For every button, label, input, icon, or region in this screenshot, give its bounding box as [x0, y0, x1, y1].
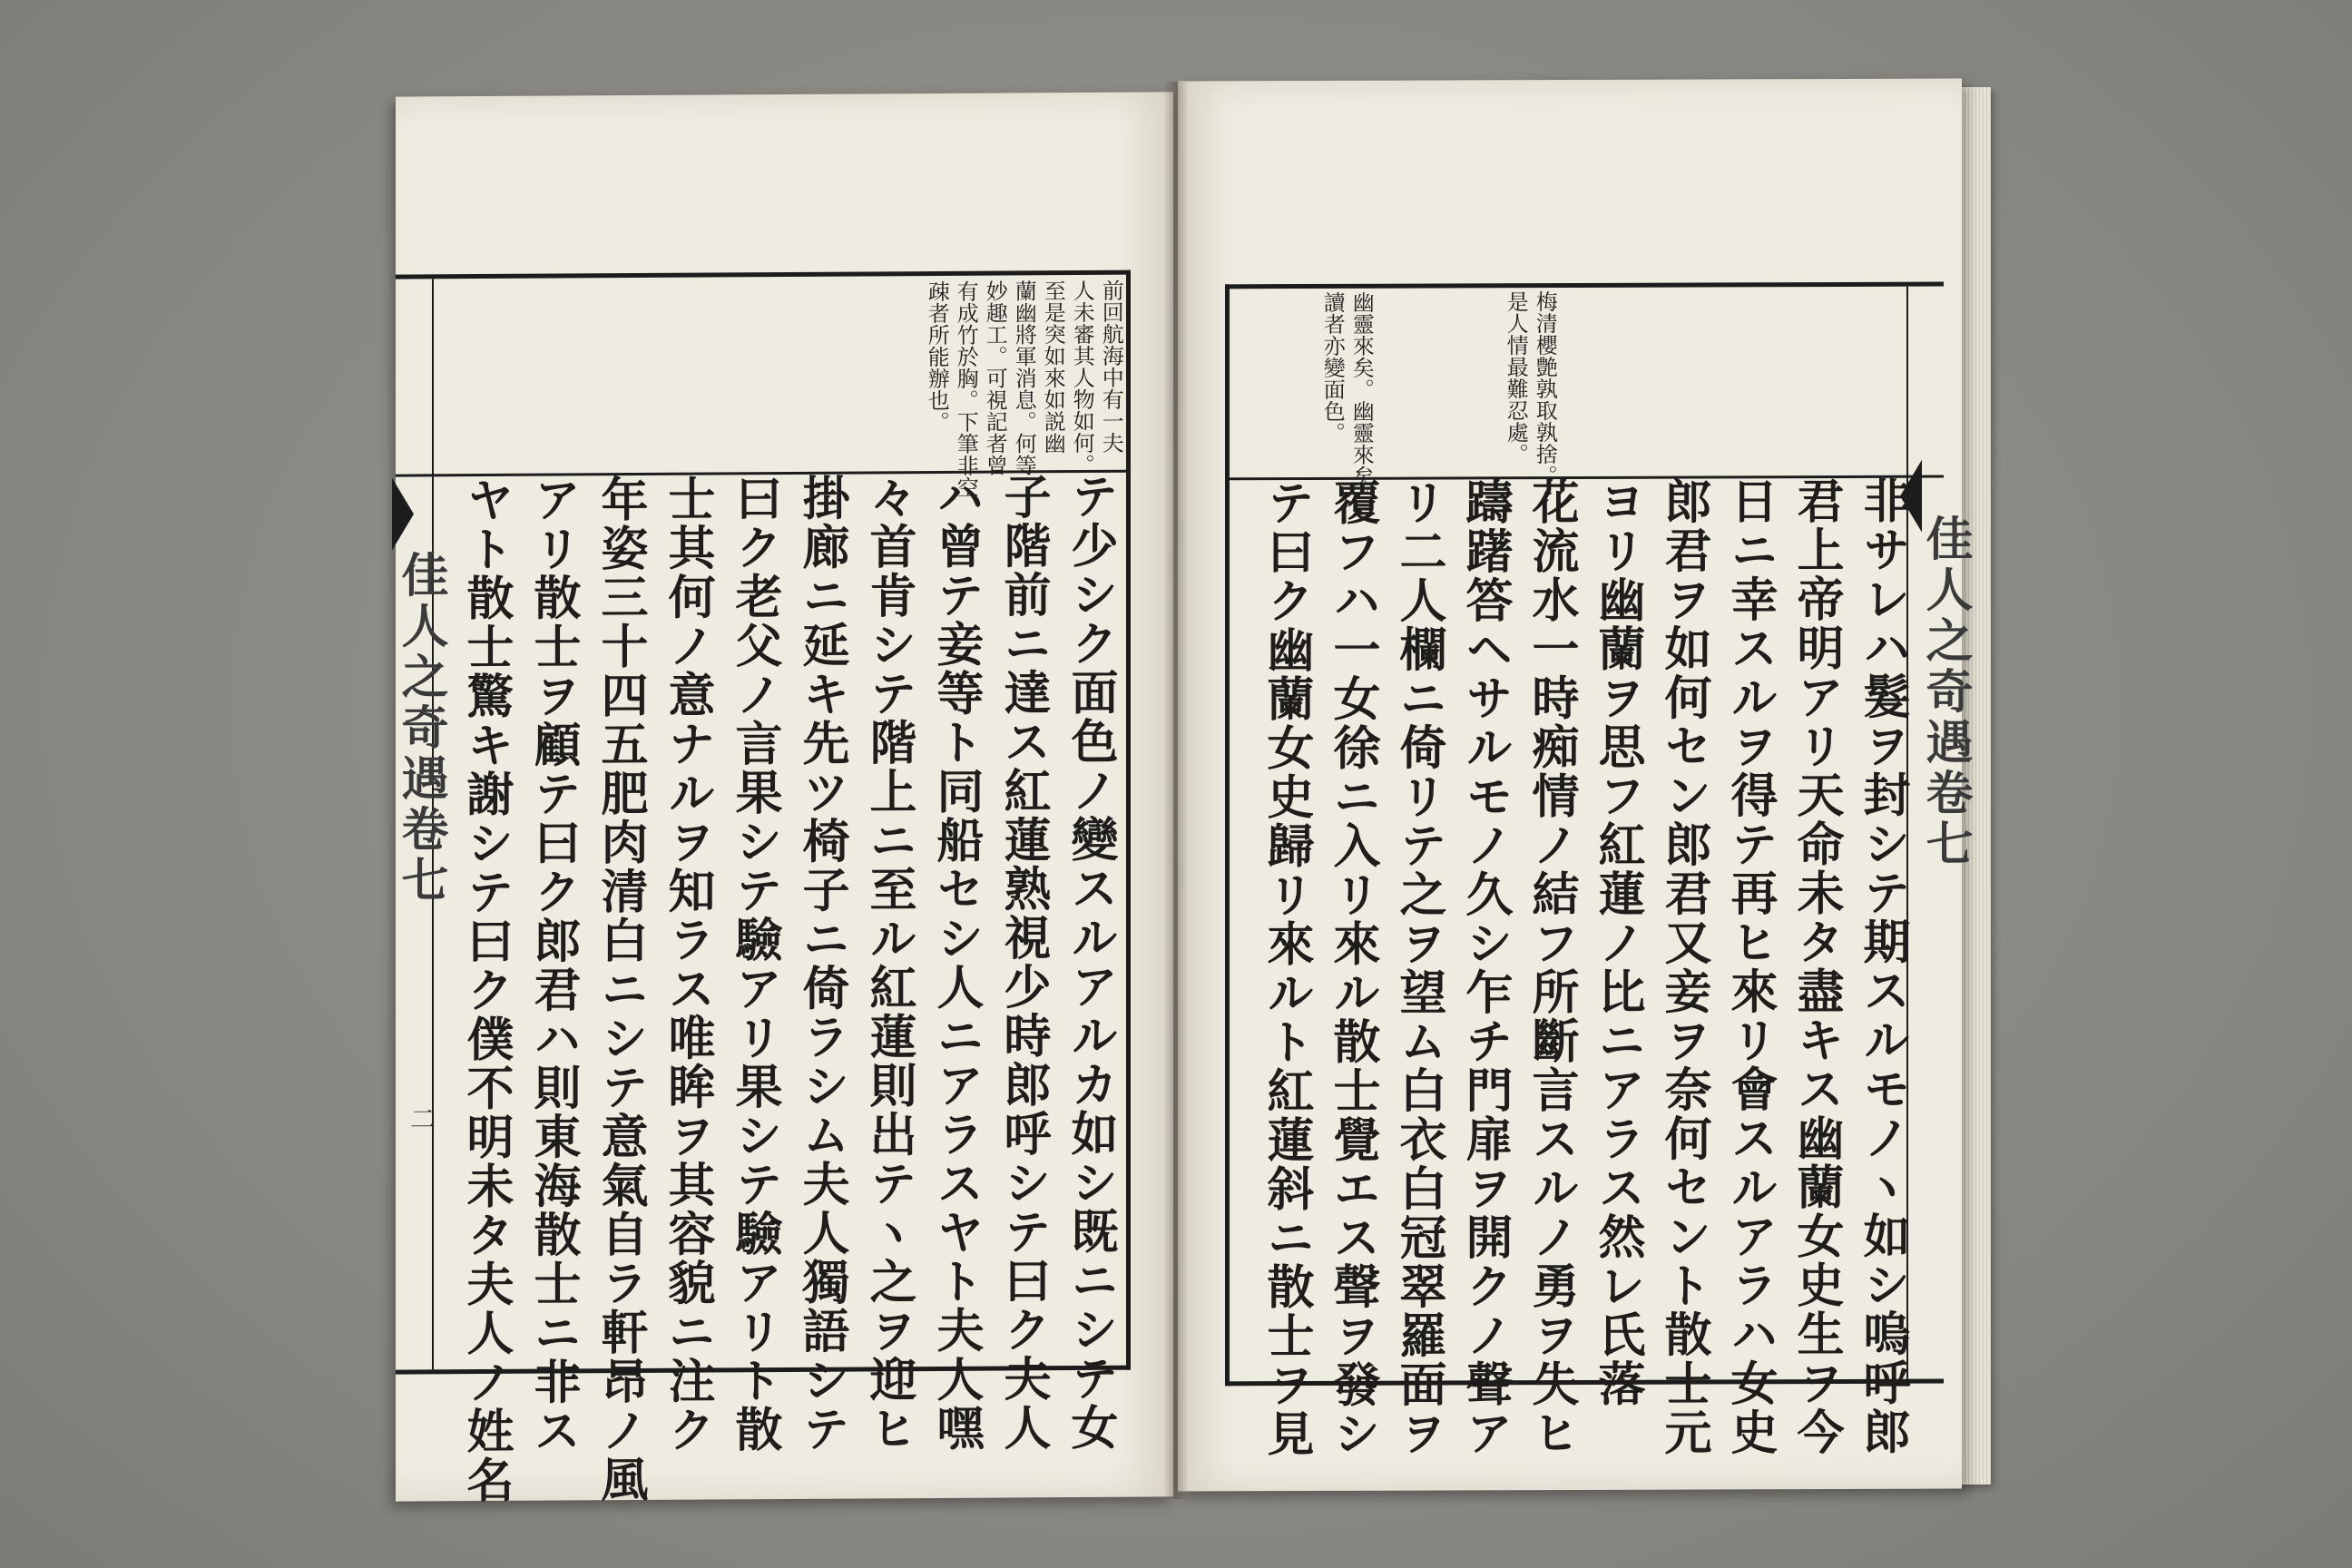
text-column: 蘭幽將軍消息。何等: [1011, 279, 1037, 476]
text-column: 掛廊ニ延キ先ツ椅子ニ倚ラシム夫人獨語シテ: [794, 473, 850, 1454]
left-spine-title: 佳人之奇遇卷七: [393, 550, 448, 906]
text-column: 至是突如來如説幽: [1040, 279, 1066, 455]
text-column: 疎者所能辦也。: [924, 279, 950, 434]
text-column: ハ曾テ妾等ト同船セシ人ニアラスヤト夫人嘿: [928, 472, 985, 1454]
fishtail-mark: [392, 477, 414, 550]
right-main-text: [1245, 475, 1913, 1459]
text-column: テ少シク面色ノ變スルアルカ如シ既ニシテ女: [1063, 471, 1119, 1453]
right-page: [1178, 78, 1973, 1491]
text-column: 前回航海中有一夫: [1098, 279, 1124, 454]
text-column: 年姿三十四五肥肉清白ニシテ意氣自ラ軒昂ノ風: [593, 474, 649, 1504]
text-column: 花流水一時痴情ノ結フ所斷言スルノ勇ヲ失ヒ: [1524, 476, 1580, 1458]
left-main-text: [450, 471, 1122, 1505]
text-column: 々首肯シテ階上ニ至ル紅蓮則出テヽ之ヲ迎ヒ: [861, 473, 917, 1454]
left-folio: 二: [407, 1105, 436, 1132]
text-column: 梅清櫻艶孰取孰捨。: [1532, 290, 1558, 487]
text-column: ヨリ幽蘭ヲ思フ紅蓮ノ比ニアラス然レ氏落: [1590, 476, 1646, 1408]
text-column: 士其何ノ意ナルヲ知ラス唯眸ヲ其容貌ニ注ク: [660, 474, 716, 1455]
right-headnote-1: [1486, 290, 1559, 487]
text-column: 君上帝明アリ天命未タ盡キス幽蘭女史生ヲ今: [1788, 475, 1845, 1457]
text-column: 讀者亦變面色。: [1319, 290, 1346, 444]
text-column: 郎君ヲ如何セン郎君又妾ヲ奈何セント散士元: [1656, 476, 1712, 1457]
text-column: テ曰ク幽蘭女史歸リ來ルト紅蓮斜ニ散士ヲ見: [1259, 477, 1315, 1459]
text-column: ヤト散士驚キ謝シテ曰ク僕不明未タ夫人ノ姓名: [458, 475, 514, 1505]
text-column: 有成竹於胸。下筆非空: [953, 279, 979, 498]
text-column: 躊躇答ヘサルモノ久シ乍チ門扉ヲ開クノ聲ア: [1457, 477, 1514, 1458]
text-column: 日ニ幸スルヲ得テ再ヒ來リ會スルアラハ女史: [1722, 476, 1779, 1457]
left-page: [393, 92, 1173, 1505]
right-headnote-2: [1303, 290, 1376, 509]
text-column: 是人情最難忍處。: [1503, 290, 1529, 466]
text-column: 曰ク老父ノ言果シテ驗アリ果シテ驗アリト散: [727, 474, 783, 1455]
text-column: 非サレハ髮ヲ封シテ期スルモノヽ如シ嗚呼郎: [1855, 475, 1911, 1456]
text-column: 覆フハ一女徐ニ入リ來ル散士覺エス聲ヲ發シ: [1325, 477, 1381, 1458]
text-column: 人未審其人物如何。: [1069, 279, 1095, 476]
text-column: 子階前ニ達ス紅蓮熟視少時郎呼シテ曰ク夫人: [995, 472, 1052, 1453]
right-spine-title: 佳人之奇遇卷七: [1917, 514, 1973, 870]
text-column: アリ散士ヲ顧テ曰ク郎君ハ則東海散士ニ非ス: [525, 475, 582, 1455]
text-column: 幽靈來矣。幽靈來矣。: [1348, 290, 1375, 509]
left-headnote: [871, 279, 1125, 498]
text-column: リ二人欄ニ倚リテ之ヲ望ム白衣白冠翠羅面ヲ: [1391, 477, 1447, 1458]
text-column: 妙趣工。可視記者曾: [982, 279, 1008, 476]
book-gutter: [1163, 82, 1189, 1499]
